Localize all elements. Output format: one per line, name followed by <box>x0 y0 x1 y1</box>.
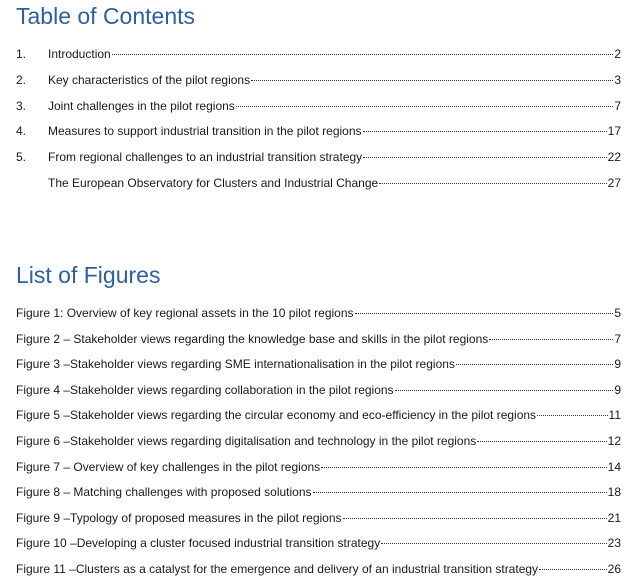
figure-entry[interactable] <box>16 434 621 460</box>
dot-leader <box>321 467 606 468</box>
toc-entry[interactable] <box>16 150 621 176</box>
dot-leader <box>379 183 606 184</box>
page-number: 21 <box>607 510 621 525</box>
entry-number: 5. <box>16 150 27 165</box>
toc-entry[interactable] <box>16 176 621 202</box>
page-number: 22 <box>607 150 621 165</box>
entry-title: Figure 1: Overview of key regional assets in the 10 pilot regions <box>16 306 354 320</box>
entry-number: 2. <box>16 72 27 87</box>
page-number: 23 <box>607 536 621 551</box>
figure-entry[interactable] <box>16 562 621 588</box>
entry-title: Joint challenges in the pilot regions <box>48 98 235 113</box>
dot-leader <box>343 518 607 519</box>
dot-leader <box>489 339 613 340</box>
figure-entry[interactable] <box>16 511 621 537</box>
dot-leader <box>381 543 606 544</box>
entry-title: Figure 10 –Developing a cluster focused industrial transition strategy <box>16 536 381 551</box>
dot-leader <box>395 390 614 391</box>
entry-title: Figure 3 –Stakeholder views regarding SME internationalisation in the pilot regions <box>16 357 455 372</box>
dot-leader <box>251 80 613 81</box>
page-number: 9 <box>614 357 621 372</box>
toc-heading: Table of Contents <box>16 3 196 29</box>
entry-number: 3. <box>16 98 27 113</box>
dot-leader <box>236 106 614 107</box>
dot-leader <box>313 492 607 493</box>
page-number: 14 <box>607 459 621 474</box>
entry-title: Figure 7 – Overview of key challenges in the pilot regions <box>16 459 321 474</box>
page-number: 26 <box>607 561 621 576</box>
toc-entry[interactable] <box>16 124 621 150</box>
dot-leader <box>363 131 607 132</box>
dot-leader <box>363 157 606 158</box>
toc-entry[interactable] <box>16 47 621 73</box>
entry-title: Figure 8 – Matching challenges with proposed solutions <box>16 485 312 500</box>
figure-entry[interactable] <box>16 306 621 332</box>
toc-entry[interactable] <box>16 73 621 99</box>
entry-title: Figure 9 –Typology of proposed measures in the pilot regions <box>16 510 342 525</box>
entry-number: 4. <box>16 124 27 139</box>
dot-leader <box>477 441 606 442</box>
figure-entry[interactable] <box>16 357 621 383</box>
entry-title: Figure 2 – Stakeholder views regarding the knowledge base and skills in the pilot regions <box>16 331 489 346</box>
toc-list <box>16 47 621 202</box>
page-number: 3 <box>614 72 621 87</box>
figure-entry[interactable] <box>16 460 621 486</box>
page-number: 7 <box>614 98 621 113</box>
figure-entry[interactable] <box>16 332 621 358</box>
figure-entry[interactable] <box>16 536 621 562</box>
page-number: 11 <box>608 408 621 423</box>
dot-leader <box>537 415 607 416</box>
page-number: 7 <box>614 331 621 346</box>
page-number: 5 <box>614 306 621 320</box>
entry-title: The European Observatory for Clusters and Industrial Change <box>48 175 379 190</box>
toc-entry[interactable] <box>16 99 621 125</box>
entry-title: From regional challenges to an industrial transition strategy <box>48 150 363 165</box>
entry-title: Measures to support industrial transition in the pilot regions <box>48 124 362 139</box>
page-number: 27 <box>607 175 621 190</box>
dot-leader <box>112 54 614 55</box>
entry-title: Figure 11 –Clusters as a catalyst for the emergence and delivery of an industrial transition strategy <box>16 561 539 576</box>
page-number: 9 <box>614 382 621 397</box>
page-number: 18 <box>607 485 621 500</box>
dot-leader <box>355 313 614 314</box>
page-number: 17 <box>607 124 621 139</box>
entry-title: Figure 5 –Stakeholder views regarding the circular economy and eco-efficiency in the pilot regions <box>16 408 537 423</box>
page-number: 12 <box>607 433 621 448</box>
entry-title: Figure 6 –Stakeholder views regarding digitalisation and technology in the pilot regions <box>16 433 477 448</box>
page-number: 2 <box>614 47 621 61</box>
figure-entry[interactable] <box>16 383 621 409</box>
figure-entry[interactable] <box>16 408 621 434</box>
list-of-figures <box>16 306 621 588</box>
list-of-figures-heading: List of Figures <box>16 262 161 288</box>
entry-title: Introduction <box>48 47 111 61</box>
dot-leader <box>456 364 613 365</box>
entry-title: Key characteristics of the pilot regions <box>48 72 251 87</box>
entry-number: 1. <box>16 47 27 61</box>
dot-leader <box>539 569 607 570</box>
entry-title: Figure 4 –Stakeholder views regarding collaboration in the pilot regions <box>16 382 394 397</box>
figure-entry[interactable] <box>16 485 621 511</box>
